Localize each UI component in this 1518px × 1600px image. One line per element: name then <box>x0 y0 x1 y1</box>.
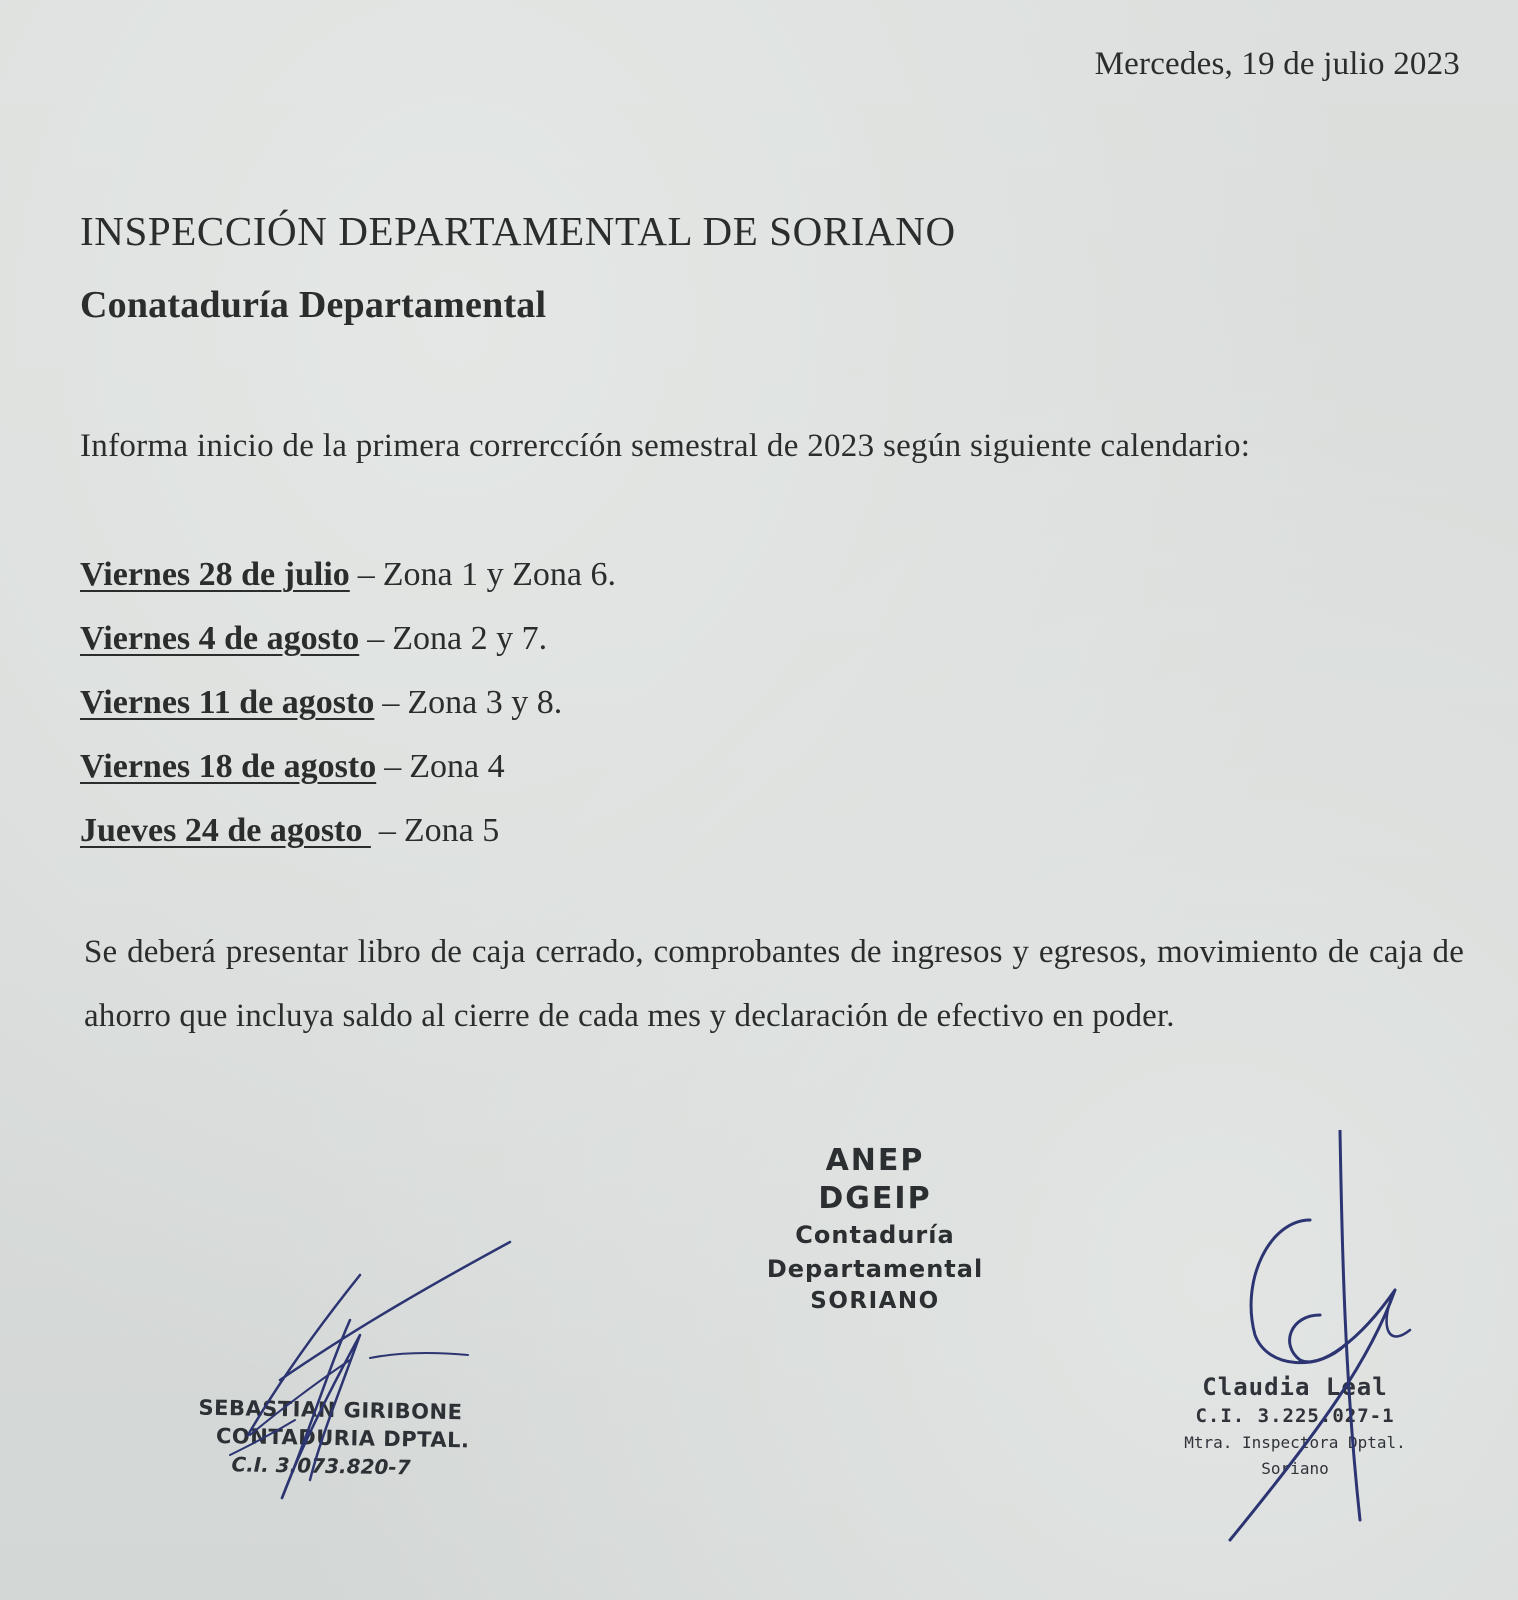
schedule-item <box>80 556 616 620</box>
signer-left-role: CONTADURIA DPTAL. <box>215 1423 470 1453</box>
intro-paragraph: Informa inicio de la primera correrccíón semestral de 2023 según siguiente calendario: <box>80 428 1251 464</box>
schedule-zones: Zona 2 y 7. <box>392 620 548 657</box>
signer-left-stamp <box>197 1394 470 1483</box>
schedule-zones: Zona 3 y 8. <box>407 684 563 721</box>
schedule-day: Viernes 4 de agosto <box>80 620 360 657</box>
document-heading: INSPECCIÓN DEPARTAMENTAL DE SORIANO <box>80 208 956 254</box>
document-date: Mercedes, 19 de julio 2023 <box>1094 46 1460 82</box>
schedule-item <box>80 620 616 684</box>
schedule-day: Jueves 24 de agosto <box>80 812 371 849</box>
stamp-line-anep: ANEP <box>825 1143 925 1178</box>
signer-right-role: Mtra. Inspectora Dptal. Soriano <box>1184 1433 1406 1478</box>
stamp-line-department: SORIANO <box>810 1288 940 1314</box>
notice-paragraph: Se deberá presentar libro de caja cerrado, comprobantes de ingresos y egresos, movimiento de caja de ahorro que incluya saldo al cierre de cada mes y declaración de efectivo en poder. <box>84 934 1464 1034</box>
schedule-zones: Zona 1 y Zona 6. <box>382 556 616 593</box>
stamp-line-office: Contaduría Departamental <box>766 1221 984 1283</box>
signer-left-id: C.I. 3.073.820-7 <box>231 1452 411 1480</box>
schedule-item <box>80 748 616 812</box>
signer-right-id: C.I. 3.225.027-1 <box>1195 1405 1395 1427</box>
schedule-item <box>80 812 616 876</box>
stamp-line-dgeip: DGEIP <box>818 1181 932 1216</box>
schedule-separator: – <box>382 684 400 721</box>
schedule-day: Viernes 11 de agosto <box>80 684 375 721</box>
schedule-day: Viernes 28 de julio <box>80 556 350 593</box>
institution-stamp <box>690 1142 1060 1316</box>
schedule-separator: – <box>378 812 396 849</box>
schedule-separator: – <box>357 556 375 593</box>
signer-right-name: Claudia Leal <box>1202 1373 1388 1401</box>
schedule-item <box>80 684 616 748</box>
schedule-list <box>80 556 616 876</box>
schedule-zones: Zona 4 <box>409 748 505 785</box>
schedule-separator: – <box>367 620 385 657</box>
signer-left-name: SEBASTIAN GIRIBONE <box>198 1395 463 1425</box>
schedule-separator: – <box>384 748 402 785</box>
signature-right-icon <box>1170 1130 1430 1580</box>
schedule-day: Viernes 18 de agosto <box>80 748 377 785</box>
signer-right-stamp <box>1150 1372 1440 1482</box>
document-subheading: Conataduría Departamental <box>80 284 547 326</box>
schedule-zones: Zona 5 <box>403 812 500 849</box>
